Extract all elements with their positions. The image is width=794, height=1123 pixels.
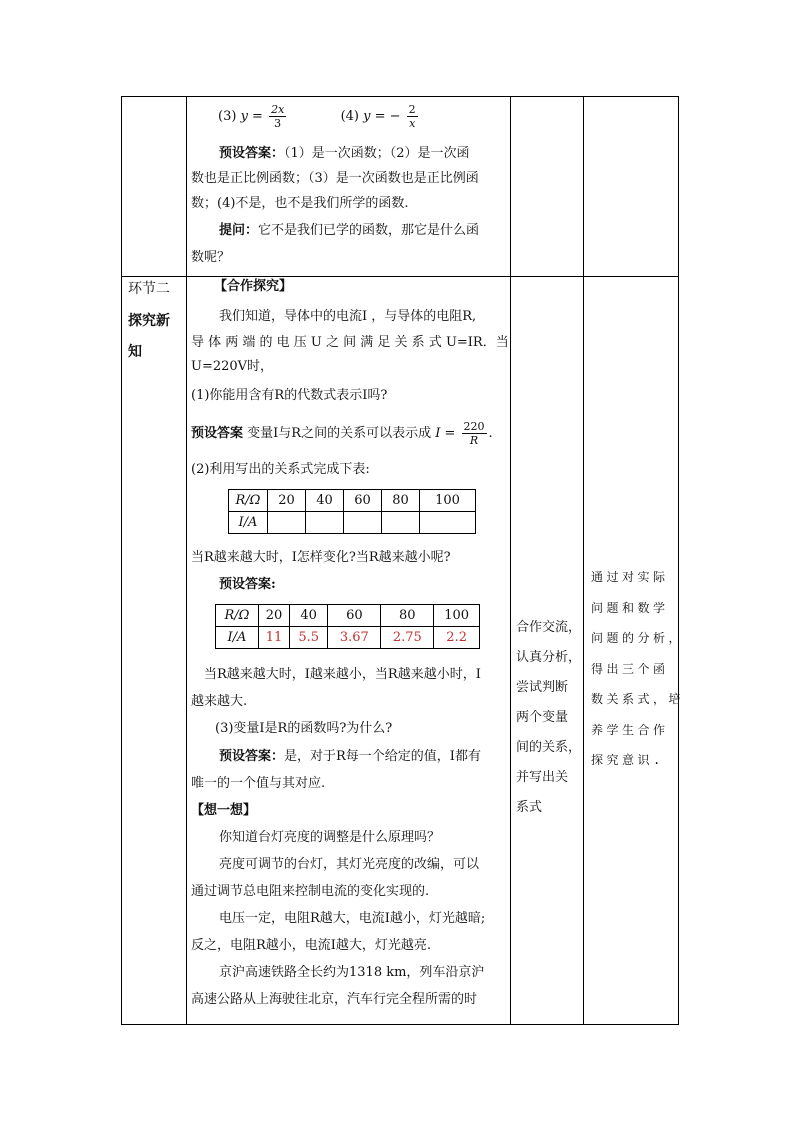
answer-3-line-1: 预设答案：是，对于R每一个给定的值，I都有 [219, 749, 481, 764]
answer-2-line-2: 越来越大. [191, 694, 248, 709]
table-cell: I/A [216, 627, 259, 649]
question-1: (1)你能用含有R的代数式表示I吗? [191, 388, 388, 403]
table-cell: 80 [382, 490, 420, 512]
table-row [216, 627, 480, 649]
table-cell: 80 [381, 605, 434, 627]
student-activity: 合作交流， 认真分析， 尝试判断 两个变量 间的关系， 并写出关 系式 [516, 620, 582, 815]
table-cell: 20 [259, 605, 290, 627]
table-cell [382, 512, 420, 534]
table-cell: 5.5 [290, 627, 328, 649]
table-border-right [678, 96, 679, 1025]
table-border-top [121, 96, 679, 97]
answer-2-label: 预设答案: [219, 577, 276, 592]
blank-table [228, 489, 476, 534]
item4-eq: y = − [363, 109, 401, 124]
table-border-col1 [186, 96, 187, 1025]
item3-denominator: 3 [274, 117, 282, 130]
table-border-left [121, 96, 122, 1025]
think-line-1: 你知道台灯亮度的调整是什么原理吗？ [219, 830, 441, 845]
item4-fraction [407, 103, 418, 130]
table-cell: 40 [290, 605, 328, 627]
stage-label-line1: 环节二 [128, 281, 170, 297]
item3-numerator: 2x [271, 103, 285, 116]
answer-line-3: 数；(4)不是，也不是我们所学的函数. [191, 196, 409, 211]
table-cell: 3.67 [328, 627, 381, 649]
table-cell: 40 [306, 490, 344, 512]
intro-line-2: 导 体 两 端 的 电 压 U 之 间 满 足 关 系 式 U=IR．当 [191, 335, 509, 350]
question-3: (3)变量I是R的函数吗?为什么? [215, 721, 393, 736]
think-line-6: 京沪高速铁路全长约为1318 km，列车沿京沪 [219, 965, 485, 980]
stage-label-line3: 知 [128, 344, 142, 360]
table-cell: 100 [420, 490, 476, 512]
table-border-bottom [121, 1024, 679, 1025]
think-heading: 【想一想】 [191, 803, 257, 818]
fraction-denominator: R [469, 434, 479, 447]
think-line-3: 通过调节总电阻来控制电流的变化实现的. [191, 884, 430, 899]
table-cell: R/Ω [216, 605, 259, 627]
table-cell: 60 [328, 605, 381, 627]
item4-numerator: 2 [408, 103, 416, 116]
table-cell [344, 512, 382, 534]
equation-line [218, 99, 420, 135]
current-fraction [462, 420, 487, 447]
table-cell [306, 512, 344, 534]
question-2: (2)利用写出的关系式完成下表: [191, 462, 370, 477]
table-row [229, 490, 476, 512]
item4-label: (4) [340, 109, 359, 124]
stage-label-line2: 探究新 [128, 313, 170, 329]
table-border-col2 [510, 96, 511, 1025]
table-cell [268, 512, 306, 534]
question-line-2: 数呢？ [191, 250, 231, 265]
item3-fraction [269, 103, 286, 130]
think-line-7: 高速公路从上海驶往北京，汽车行完全程所需的时 [191, 992, 478, 1007]
answer-line-1: 预设答案：（1）是一次函数；（2）是一次函 [219, 146, 470, 161]
table-cell: 60 [344, 490, 382, 512]
answer-2-line-1: 当R越来越大时，I越来越小，当R越来越小时，I [204, 667, 481, 682]
table-cell [420, 512, 476, 534]
table-cell: 11 [259, 627, 290, 649]
question-line-1: 提问：它不是我们已学的函数，那它是什么函 [219, 223, 480, 238]
answer-line-2: 数也是正比例函数；（3）是一次函数也是正比例函 [191, 171, 479, 186]
table-cell: 2.75 [381, 627, 434, 649]
think-line-4: 电压一定，电阻R越大，电流I越小，灯光越暗; [219, 911, 486, 926]
table-row [229, 512, 476, 534]
table-border-col3 [583, 96, 584, 1025]
table-cell: 2.2 [434, 627, 480, 649]
answer-table [215, 604, 480, 649]
fraction-numerator: 220 [463, 420, 485, 433]
design-intent: 通过对实际 问题和数学 问题的分析， 得出三个函 数关系式，培 养学生合作 探究意识. [591, 570, 685, 767]
cooperative-heading: 【合作探究】 [214, 279, 293, 294]
table-cell: R/Ω [229, 490, 268, 512]
answer-1: 预设答案 变量I与R之间的关系可以表示成 I = $\frac{220}{R}$ . [191, 420, 493, 447]
item4-denominator: x [409, 117, 416, 130]
intro-line-1: 我们知道，导体中的电流I ，与导体的电阻R, [219, 309, 477, 324]
question-2b: 当R越来越大时，I怎样变化?当R越来越小呢? [191, 550, 451, 565]
table-cell: 100 [434, 605, 480, 627]
think-line-2: 亮度可调节的台灯，其灯光亮度的改编，可以 [219, 857, 480, 872]
think-line-5: 反之，电阻R越小，电流I越大，灯光越亮. [191, 938, 432, 953]
item3-eq: y = [240, 109, 263, 124]
table-row-divider [121, 276, 679, 277]
table-cell: 20 [268, 490, 306, 512]
answer-3-line-2: 唯一的一个值与其对应. [191, 776, 326, 791]
intro-line-3: U=220V时， [191, 359, 274, 374]
table-cell: I/A [229, 512, 268, 534]
table-row [216, 605, 480, 627]
item3-label: (3) [218, 109, 237, 124]
